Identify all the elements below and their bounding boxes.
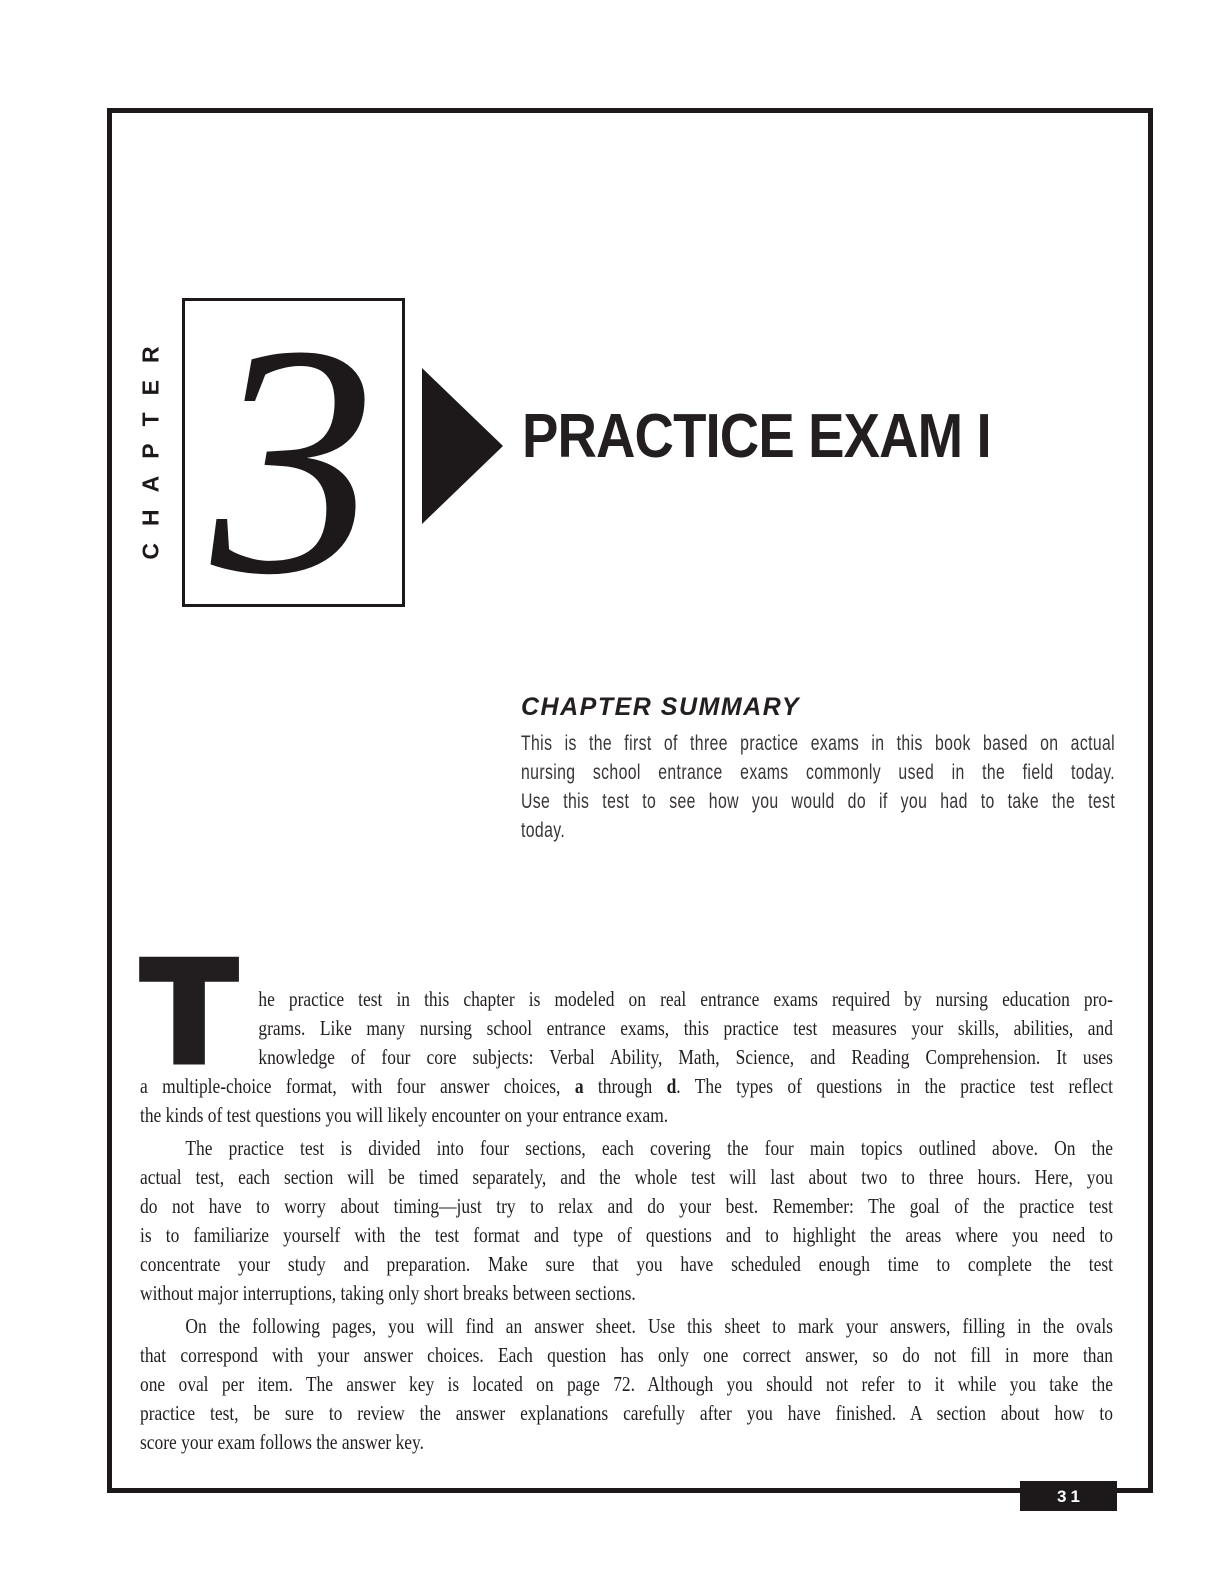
body-line: the kinds of test questions you will likely encounter on your entrance exam. [140, 1103, 669, 1127]
body-line: one oval per item. The answer key is located on page 72. Although you should not refer to it while you take the [140, 1372, 1113, 1396]
body-line [140, 1072, 1113, 1101]
page-number: 31 [1057, 1486, 1084, 1506]
body-line-segment: a multiple-choice format, with four answer choices, [140, 1074, 575, 1098]
body-line: concentrate your study and preparation. Make sure that you have scheduled enough time to complete the test [140, 1252, 1113, 1276]
body-line: that correspond with your answer choices. Each question has only one correct answer, so do not fill in more than [140, 1343, 1113, 1367]
chapter-summary-text [521, 729, 1115, 845]
arrow-right-icon [422, 368, 503, 524]
summary-line: Use this test to see how you would do if you had to take the test [521, 790, 1116, 813]
body-line: On the following pages, you will find an answer sheet. Use this sheet to mark your answers, filling in the ovals [185, 1314, 1113, 1338]
chapter-summary-heading: CHAPTER SUMMARY [521, 693, 800, 721]
body-line: knowledge of four core subjects: Verbal Ability, Math, Science, and Reading Comprehension. It uses [258, 1045, 1113, 1069]
paragraph [140, 1312, 1113, 1457]
body-line-segment: . The types of questions in the practice test reflect [676, 1074, 1113, 1098]
body-line: grams. Like many nursing school entrance exams, this practice test measures your skills, abilities, and [258, 1016, 1113, 1040]
summary-line: This is the first of three practice exams in this book based on actual [521, 732, 1116, 755]
body-line: is to familiarize yourself with the test format and type of questions and to highlight the areas where you need to [140, 1223, 1113, 1247]
bold-answer-choice-d: d [666, 1074, 677, 1098]
drop-cap-letter: T [141, 932, 238, 1096]
bold-answer-choice-a: a [574, 1074, 584, 1098]
paragraph [140, 1134, 1113, 1308]
body-line: do not have to worry about timing—just try to relax and do your best. Remember: The goal of the practice test [140, 1194, 1113, 1218]
body-line-segment: through [583, 1074, 667, 1098]
body-text [140, 985, 1113, 1457]
summary-line: nursing school entrance exams commonly used in the field today. [521, 761, 1116, 784]
chapter-vertical-label: CHAPTER [137, 329, 164, 560]
body-line: without major interruptions, taking only short breaks between sections. [140, 1281, 636, 1305]
body-line: practice test, be sure to review the answer explanations carefully after you have finished. A section about how to [140, 1401, 1113, 1425]
page-title: PRACTICE EXAM I [522, 402, 991, 471]
body-line: he practice test in this chapter is modeled on real entrance exams required by nursing education pro- [258, 987, 1113, 1011]
summary-line: today. [521, 819, 566, 842]
body-line: actual test, each section will be timed separately, and the whole test will last about two to three hours. Here, you [140, 1165, 1113, 1189]
body-line: The practice test is divided into four sections, each covering the four main topics outlined above. On the [185, 1136, 1113, 1160]
body-line: score your exam follows the answer key. [140, 1430, 424, 1454]
chapter-number-box [182, 277, 405, 643]
paragraph [140, 985, 1113, 1130]
page-number-badge [1020, 1481, 1117, 1511]
chapter-number: 3 [211, 277, 376, 643]
